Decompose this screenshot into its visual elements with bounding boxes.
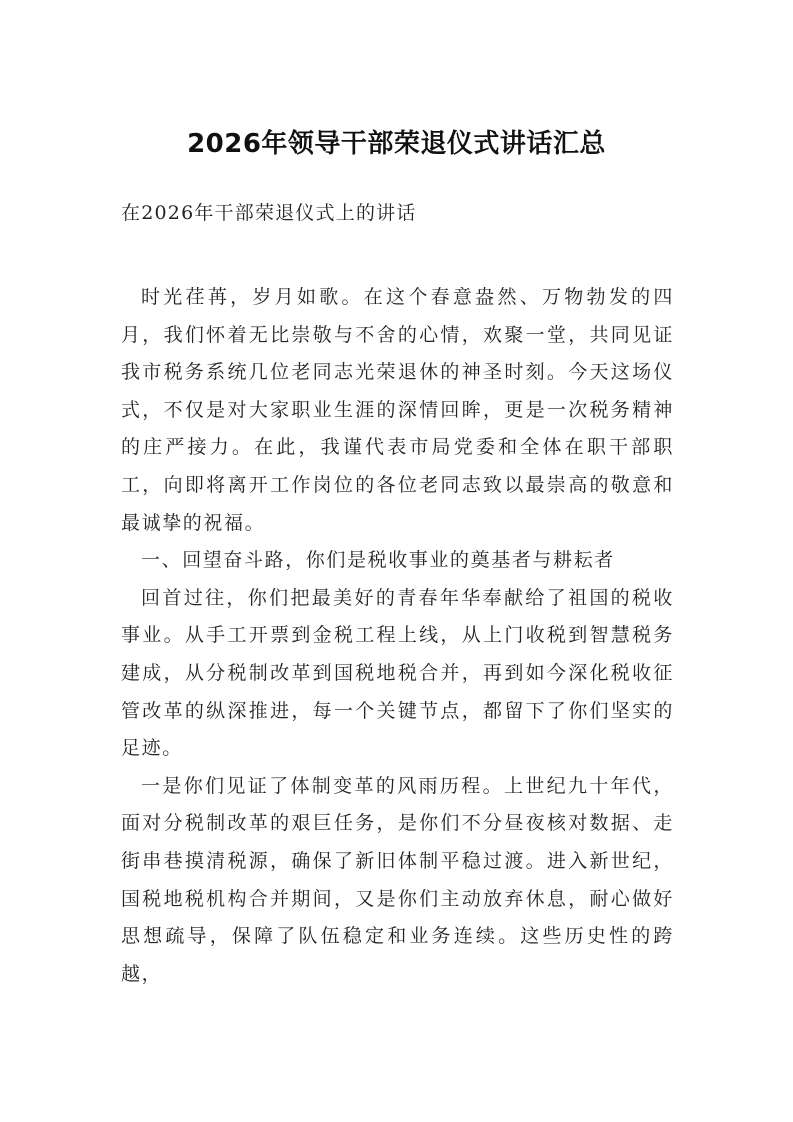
paragraph-review: 回首过往，你们把最美好的青春年华奉献给了祖国的税收事业。从手工开票到金税工程上线，从上门收税到智慧税务建成，从分税制改革到国税地税合并，再到如今深化税收征管改革的纵深推进，每一个关键节点，都留下了你们坚实的足迹。 [121, 586, 674, 760]
document-title: 2026年领导干部荣退仪式讲话汇总 [187, 129, 606, 159]
speech-subtitle: 在2026年干部荣退仪式上的讲话 [121, 202, 417, 224]
paragraph-point-one: 一是你们见证了体制变革的风雨历程。上世纪九十年代，面对分税制改革的艰巨任务，是你们不分昼夜核对数据、走街串巷摸清税源，确保了新旧体制平稳过渡。进入新世纪，国税地税机构合并期间，又是你们主动放弃休息，耐心做好思想疏导，保障了队伍稳定和业务连续。这些历史性的跨越， [121, 774, 674, 985]
paragraph-intro: 时光荏苒，岁月如歌。在这个春意盎然、万物勃发的四月，我们怀着无比崇敬与不舍的心情，欢聚一堂，共同见证我市税务系统几位老同志光荣退休的神圣时刻。今天这场仪式，不仅是对大家职业生涯的深情回眸，更是一次税务精神的庄严接力。在此，我谨代表市局党委和全体在职干部职工，向即将离开工作岗位的各位老同志致以最崇高的敬意和最诚挚的祝福。 [121, 286, 674, 534]
section-heading: 一、回望奋斗路，你们是税收事业的奠基者与耕耘者 [141, 549, 615, 572]
document-body [121, 279, 674, 993]
